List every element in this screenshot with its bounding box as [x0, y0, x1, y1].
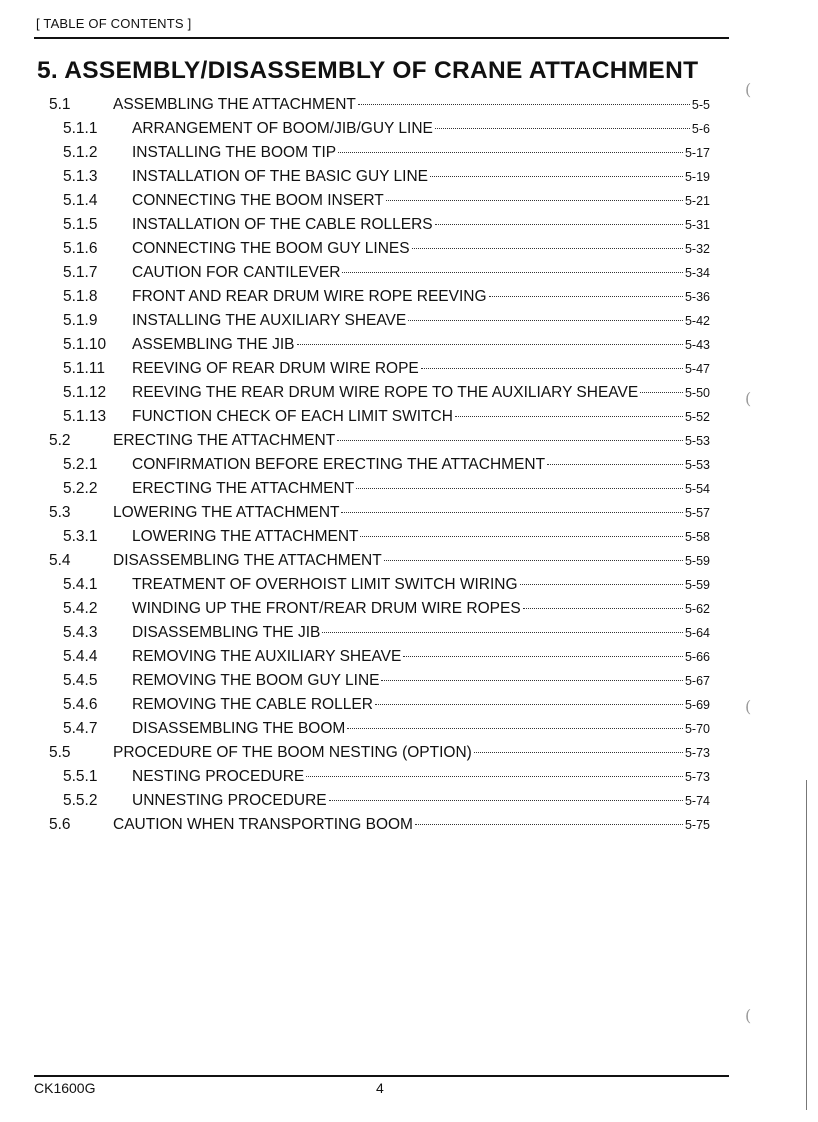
dot-leader: [435, 128, 690, 129]
toc-entry-line: [132, 765, 710, 789]
toc-entry-title: FUNCTION CHECK OF EACH LIMIT SWITCH: [132, 408, 453, 425]
toc-entry[interactable]: [0, 93, 818, 117]
toc-entry-page: 5-47: [684, 362, 710, 376]
toc-entry-page: 5-53: [684, 434, 710, 448]
toc-entry[interactable]: [0, 597, 818, 621]
toc-entry[interactable]: [0, 669, 818, 693]
dot-leader: [640, 392, 683, 393]
toc-entry-number: 5.3.1: [63, 528, 98, 545]
toc-entry-number: 5.1.3: [63, 168, 98, 185]
toc-entry-page: 5-32: [684, 242, 710, 256]
toc-entry-line: [132, 237, 710, 261]
toc-entry-page: 5-58: [684, 530, 710, 544]
toc-entry-title: NESTING PROCEDURE: [132, 768, 305, 785]
toc-entry-page: 5-52: [684, 410, 710, 424]
toc-entry-title: PROCEDURE OF THE BOOM NESTING (OPTION): [113, 744, 472, 761]
dot-leader: [384, 560, 683, 561]
toc-entry-line: [132, 693, 710, 717]
toc-entry-title: FRONT AND REAR DRUM WIRE ROPE REEVING: [132, 288, 487, 305]
dot-leader: [412, 248, 683, 249]
toc-entry-page: 5-64: [684, 626, 710, 640]
scan-hole-mark: (: [745, 697, 752, 716]
toc-entry[interactable]: [0, 429, 818, 453]
toc-entry-page: 5-74: [684, 794, 710, 808]
toc-entry-title: CONNECTING THE BOOM GUY LINES: [132, 240, 410, 257]
chapter-number: 5.: [37, 57, 59, 84]
header-divider: [34, 37, 729, 39]
dot-leader: [358, 104, 690, 105]
toc-entry-number: 5.4.5: [63, 672, 98, 689]
toc-entry-number: 5.1: [49, 96, 71, 113]
dot-leader: [403, 656, 683, 657]
toc-entry[interactable]: [0, 141, 818, 165]
toc-entry[interactable]: [0, 237, 818, 261]
toc-entry-number: 5.1.9: [63, 312, 98, 329]
toc-entry[interactable]: [0, 693, 818, 717]
footer-divider: [34, 1075, 729, 1077]
toc-entry-page: 5-59: [684, 578, 710, 592]
toc-entry-line: [132, 141, 710, 165]
toc-entry[interactable]: [0, 765, 818, 789]
toc-entry-page: 5-70: [684, 722, 710, 736]
toc-entry[interactable]: [0, 405, 818, 429]
toc-entry-title: CONFIRMATION BEFORE ERECTING THE ATTACHMENT: [132, 456, 546, 473]
scan-page-edge: [806, 780, 807, 1110]
toc-entry-title: ASSEMBLING THE ATTACHMENT: [113, 96, 356, 113]
toc-entry-line: [132, 597, 710, 621]
toc-entry-page: 5-36: [684, 290, 710, 304]
toc-entry-line: [132, 717, 710, 741]
toc-entry-title: REEVING THE REAR DRUM WIRE ROPE TO THE AUXILIARY SHEAVE: [132, 384, 639, 401]
dot-leader: [338, 152, 683, 153]
toc-entry-title: REMOVING THE CABLE ROLLER: [132, 696, 373, 713]
toc-entry[interactable]: [0, 117, 818, 141]
toc-entry-number: 5.2.1: [63, 456, 98, 473]
toc-entry[interactable]: [0, 213, 818, 237]
toc-entry-number: 5.1.1: [63, 120, 98, 137]
toc-entry-page: 5-62: [684, 602, 710, 616]
toc-entry-line: [132, 669, 710, 693]
toc-entry-page: 5-73: [684, 746, 710, 760]
dot-leader: [347, 728, 683, 729]
toc-entry-page: 5-57: [684, 506, 710, 520]
dot-leader: [386, 200, 683, 201]
toc-entry-number: 5.1.8: [63, 288, 98, 305]
dot-leader: [322, 632, 683, 633]
toc-entry-line: [132, 309, 710, 333]
toc-entry-page: 5-69: [684, 698, 710, 712]
toc-entry-page: 5-43: [684, 338, 710, 352]
toc-entry-title: UNNESTING PROCEDURE: [132, 792, 327, 809]
toc-entry[interactable]: [0, 813, 818, 837]
toc-entry[interactable]: [0, 501, 818, 525]
toc-entry[interactable]: [0, 717, 818, 741]
toc-entry[interactable]: [0, 645, 818, 669]
toc-entry[interactable]: [0, 621, 818, 645]
toc-entry-page: 5-67: [684, 674, 710, 688]
toc-entry[interactable]: [0, 453, 818, 477]
dot-leader: [489, 296, 683, 297]
toc-entry-title: ERECTING THE ATTACHMENT: [113, 432, 336, 449]
toc-entry-title: WINDING UP THE FRONT/REAR DRUM WIRE ROPES: [132, 600, 521, 617]
toc-entry[interactable]: [0, 165, 818, 189]
toc-entry-number: 5.4.6: [63, 696, 98, 713]
dot-leader: [455, 416, 683, 417]
toc-entry-title: ERECTING THE ATTACHMENT: [132, 480, 355, 497]
toc-entry-number: 5.1.5: [63, 216, 98, 233]
toc-entry-page: 5-42: [684, 314, 710, 328]
dot-leader: [356, 488, 683, 489]
toc-entry-number: 5.5.1: [63, 768, 98, 785]
toc-entry-number: 5.1.12: [63, 384, 107, 401]
toc-entry-page: 5-17: [684, 146, 710, 160]
toc-entry-title: LOWERING THE ATTACHMENT: [113, 504, 340, 521]
footer-model: CK1600G: [34, 1080, 96, 1096]
toc-entry-line: [132, 621, 710, 645]
toc-entry-page: 5-50: [684, 386, 710, 400]
dot-leader: [421, 368, 683, 369]
toc-entry-line: [113, 501, 710, 525]
toc-entry-number: 5.4.3: [63, 624, 98, 641]
toc-entry-number: 5.5.2: [63, 792, 98, 809]
toc-header-label: [ TABLE OF CONTENTS ]: [36, 16, 192, 31]
toc-entry-page: 5-54: [684, 482, 710, 496]
toc-entry-line: [132, 573, 710, 597]
toc-entry-title: INSTALLATION OF THE CABLE ROLLERS: [132, 216, 433, 233]
toc-entry-line: [132, 453, 710, 477]
toc-entry-number: 5.4.4: [63, 648, 98, 665]
dot-leader: [415, 824, 683, 825]
toc-entry-number: 5.5: [49, 744, 71, 761]
dot-leader: [329, 800, 683, 801]
toc-entry-line: [132, 189, 710, 213]
toc-entry[interactable]: [0, 741, 818, 765]
dot-leader: [520, 584, 683, 585]
toc-entry-number: 5.3: [49, 504, 71, 521]
scan-hole-mark: (: [745, 389, 752, 408]
toc-entry-title: REEVING OF REAR DRUM WIRE ROPE: [132, 360, 419, 377]
dot-leader: [474, 752, 683, 753]
toc-entry-number: 5.4.7: [63, 720, 98, 737]
scan-hole-mark: (: [745, 80, 752, 99]
toc-entry-title: REMOVING THE AUXILIARY SHEAVE: [132, 648, 402, 665]
toc-entry[interactable]: [0, 357, 818, 381]
toc-entry[interactable]: [0, 333, 818, 357]
toc-entry-line: [113, 93, 710, 117]
toc-entry-line: [132, 333, 710, 357]
toc-entry[interactable]: [0, 789, 818, 813]
dot-leader: [297, 344, 683, 345]
toc-entry-number: 5.1.2: [63, 144, 98, 161]
toc-entry-title: CONNECTING THE BOOM INSERT: [132, 192, 384, 209]
toc-entry-line: [132, 789, 710, 813]
toc-entry-number: 5.1.13: [63, 408, 107, 425]
toc-entry-line: [113, 429, 710, 453]
toc-entry-line: [113, 549, 710, 573]
toc-entry-title: REMOVING THE BOOM GUY LINE: [132, 672, 380, 689]
toc-entry-title: DISASSEMBLING THE JIB: [132, 624, 321, 641]
toc-entry-page: 5-73: [684, 770, 710, 784]
toc-entry-title: LOWERING THE ATTACHMENT: [132, 528, 359, 545]
toc-entry-line: [132, 261, 710, 285]
dot-leader: [408, 320, 683, 321]
toc-entry-title: INSTALLING THE AUXILIARY SHEAVE: [132, 312, 407, 329]
dot-leader: [435, 224, 683, 225]
toc-list: [0, 93, 818, 837]
toc-entry-page: 5-75: [684, 818, 710, 832]
toc-entry-page: 5-6: [691, 122, 710, 136]
dot-leader: [341, 512, 682, 513]
toc-entry-title: CAUTION WHEN TRANSPORTING BOOM: [113, 816, 413, 833]
chapter-title: [37, 57, 698, 85]
toc-entry-line: [132, 405, 710, 429]
toc-entry[interactable]: [0, 309, 818, 333]
toc-entry-line: [132, 213, 710, 237]
footer-page-number: 4: [376, 1080, 384, 1096]
toc-entry[interactable]: [0, 261, 818, 285]
toc-entry-title: CAUTION FOR CANTILEVER: [132, 264, 341, 281]
toc-entry-line: [132, 477, 710, 501]
toc-entry-page: 5-19: [684, 170, 710, 184]
toc-entry-page: 5-21: [684, 194, 710, 208]
toc-entry-page: 5-53: [684, 458, 710, 472]
toc-entry-number: 5.1.4: [63, 192, 98, 209]
toc-entry-title: INSTALLING THE BOOM TIP: [132, 144, 337, 161]
toc-entry-number: 5.6: [49, 816, 71, 833]
toc-entry-line: [132, 381, 710, 405]
dot-leader: [360, 536, 682, 537]
toc-entry-number: 5.1.11: [63, 360, 105, 377]
toc-entry-line: [132, 525, 710, 549]
toc-entry-line: [113, 741, 710, 765]
chapter-title-text: ASSEMBLY/DISASSEMBLY OF CRANE ATTACHMENT: [64, 57, 699, 84]
toc-entry[interactable]: [0, 189, 818, 213]
toc-entry-page: 5-31: [684, 218, 710, 232]
toc-entry-number: 5.4.1: [63, 576, 98, 593]
dot-leader: [381, 680, 682, 681]
toc-entry[interactable]: [0, 525, 818, 549]
dot-leader: [342, 272, 683, 273]
toc-entry-number: 5.4: [49, 552, 71, 569]
toc-entry[interactable]: [0, 381, 818, 405]
toc-entry-line: [132, 165, 710, 189]
toc-entry-title: TREATMENT OF OVERHOIST LIMIT SWITCH WIRING: [132, 576, 518, 593]
dot-leader: [547, 464, 683, 465]
dot-leader: [375, 704, 683, 705]
dot-leader: [523, 608, 683, 609]
dot-leader: [430, 176, 683, 177]
dot-leader: [306, 776, 683, 777]
toc-entry[interactable]: [0, 285, 818, 309]
toc-entry-line: [132, 285, 710, 309]
toc-entry-number: 5.1.6: [63, 240, 98, 257]
toc-entry[interactable]: [0, 549, 818, 573]
toc-entry-number: 5.4.2: [63, 600, 98, 617]
toc-entry-page: 5-34: [684, 266, 710, 280]
toc-entry-page: 5-59: [684, 554, 710, 568]
scan-hole-mark: (: [745, 1006, 752, 1025]
toc-entry-line: [113, 813, 710, 837]
toc-entry-title: ASSEMBLING THE JIB: [132, 336, 295, 353]
toc-entry-number: 5.1.7: [63, 264, 98, 281]
toc-entry-number: 5.2.2: [63, 480, 98, 497]
toc-entry-title: DISASSEMBLING THE BOOM: [132, 720, 346, 737]
toc-entry-title: ARRANGEMENT OF BOOM/JIB/GUY LINE: [132, 120, 433, 137]
toc-entry-line: [132, 645, 710, 669]
toc-entry[interactable]: [0, 573, 818, 597]
toc-entry-title: DISASSEMBLING THE ATTACHMENT: [113, 552, 382, 569]
toc-entry-line: [132, 117, 710, 141]
toc-entry-page: 5-66: [684, 650, 710, 664]
toc-entry-page: 5-5: [691, 98, 710, 112]
dot-leader: [337, 440, 683, 441]
toc-entry-line: [132, 357, 710, 381]
toc-entry[interactable]: [0, 477, 818, 501]
toc-entry-title: INSTALLATION OF THE BASIC GUY LINE: [132, 168, 429, 185]
toc-entry-number: 5.1.10: [63, 336, 107, 353]
toc-entry-number: 5.2: [49, 432, 71, 449]
